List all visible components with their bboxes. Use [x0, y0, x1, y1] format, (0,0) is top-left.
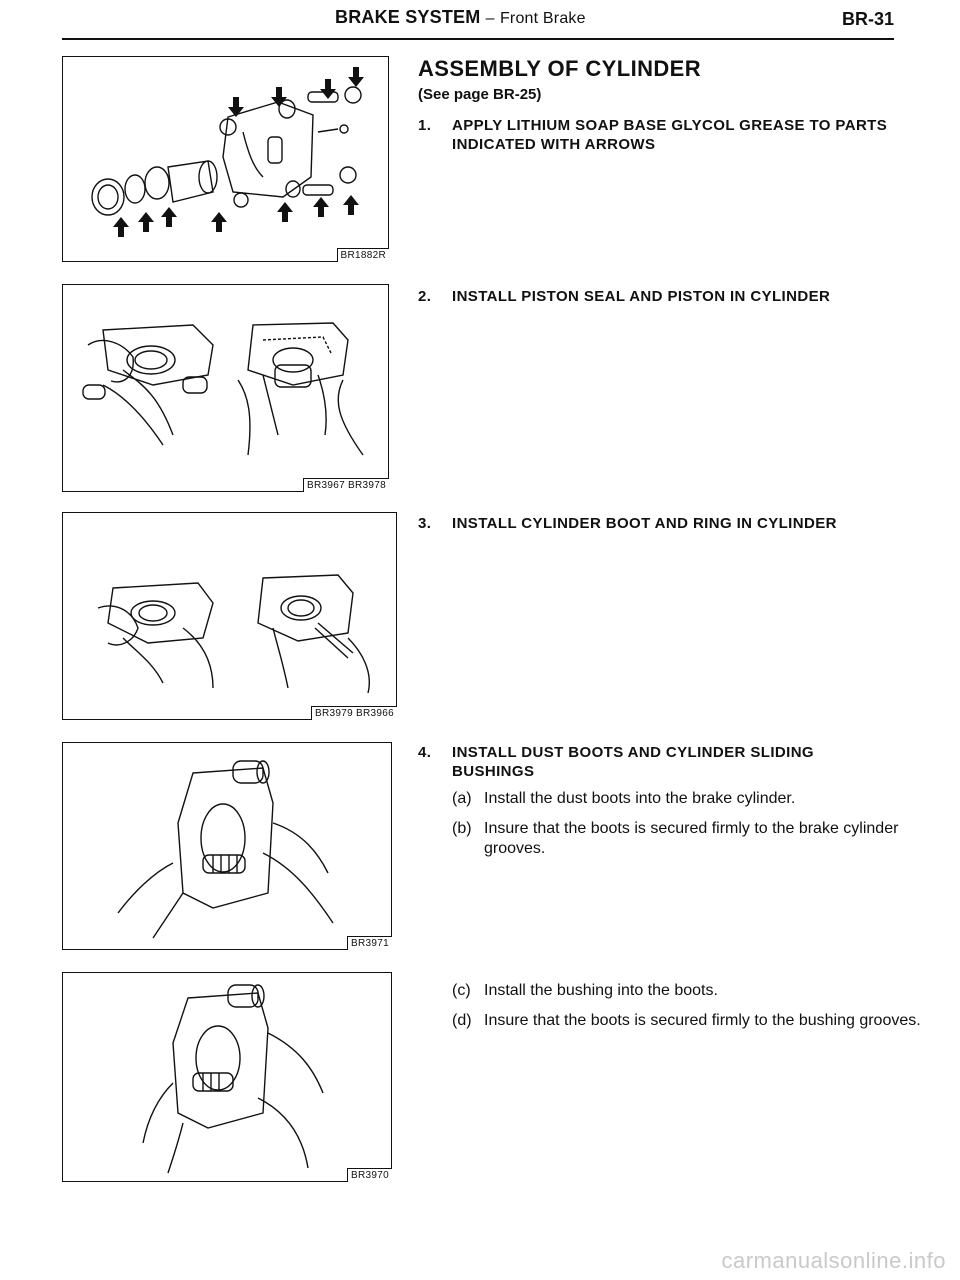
page-number: BR-31 [842, 9, 895, 29]
substep-text: Insure that the boots is secured firmly to the bushing grooves. [484, 1012, 921, 1029]
substep-label: (b) [452, 820, 472, 837]
substep-text: Install the bushing into the boots. [484, 982, 718, 999]
figure-cylinder-boot [62, 512, 397, 720]
figure-dust-boots [62, 742, 392, 950]
figure-code: BR3979 BR3966 [311, 706, 397, 720]
header-subsection: Front Brake [499, 10, 586, 27]
step-number: 1. [418, 117, 432, 134]
step-text: INSTALL DUST BOOTS AND CYLINDER SLIDING BUSHINGS [452, 744, 814, 780]
step-text: INSTALL PISTON SEAL AND PISTON IN CYLINDER [452, 288, 831, 305]
substep-c [452, 981, 922, 1003]
substep-a [452, 789, 922, 811]
substep-label: (c) [452, 982, 471, 999]
bushing-illustration [63, 973, 391, 1181]
substep-text: Install the dust boots into the brake cylinder. [484, 790, 796, 807]
watermark: carmanualsonline.info [721, 1248, 946, 1273]
step-number: 4. [418, 744, 432, 761]
exploded-cylinder-illustration [63, 57, 388, 261]
step-number: 3. [418, 515, 432, 532]
header-dash: – [485, 10, 495, 27]
piston-seal-illustration [63, 285, 388, 491]
figure-exploded-cylinder [62, 56, 389, 262]
figure-bushing [62, 972, 392, 1182]
substep-text: Insure that the boots is secured firmly to the brake cylinder grooves. [484, 820, 899, 857]
cylinder-boot-illustration [63, 513, 396, 719]
substep-b [452, 819, 922, 861]
step-2 [418, 287, 898, 309]
header-rule [62, 38, 894, 40]
section-reference: (See page BR-25) [418, 86, 542, 103]
substep-label: (d) [452, 1012, 472, 1029]
figure-code: BR3967 BR3978 [303, 478, 389, 492]
step-4 [418, 743, 898, 783]
step-3 [418, 514, 898, 536]
figure-code: BR1882R [337, 248, 389, 262]
substep-d [452, 1011, 922, 1053]
figure-code: BR3970 [347, 1168, 392, 1182]
header-section: BRAKE SYSTEM [335, 7, 481, 27]
figure-piston-seal [62, 284, 389, 492]
header-title [335, 7, 586, 29]
figure-code: BR3971 [347, 936, 392, 950]
step-1 [418, 116, 898, 156]
section-title: ASSEMBLY OF CYLINDER [418, 56, 702, 81]
dust-boots-illustration [63, 743, 391, 949]
step-text: APPLY LITHIUM SOAP BASE GLYCOL GREASE TO PARTS INDICATED WITH ARROWS [452, 117, 888, 153]
step-text: INSTALL CYLINDER BOOT AND RING IN CYLINDER [452, 515, 837, 532]
page-header [0, 0, 960, 46]
substep-label: (a) [452, 790, 472, 807]
step-number: 2. [418, 288, 432, 305]
